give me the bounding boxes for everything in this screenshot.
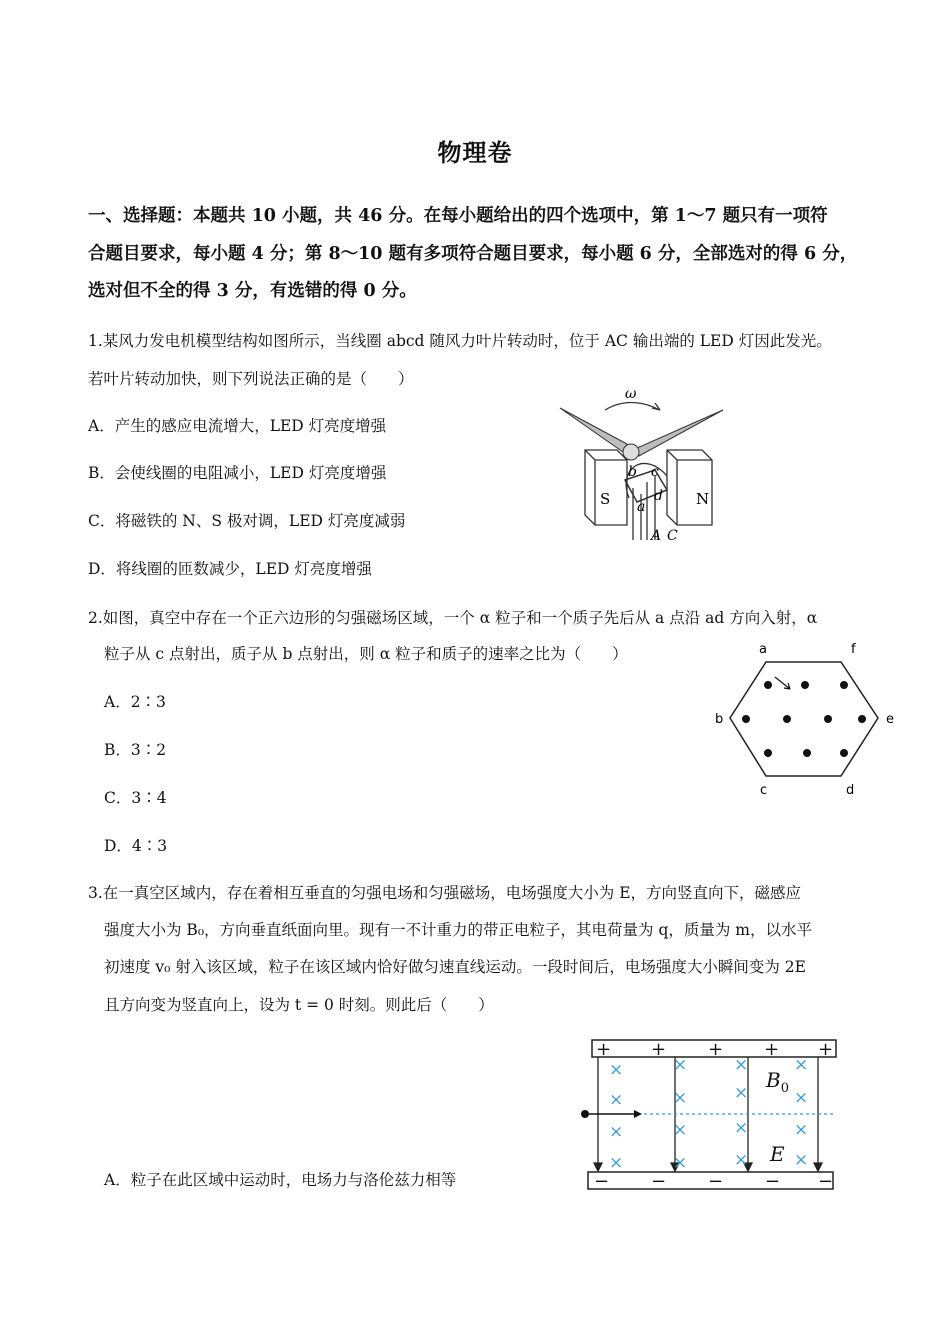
section-line-2: 合题目要求，每小题 4 分；第 8～10 题有多项符合题目要求，每小题 6 分，全部选对的得 6 分， bbox=[88, 244, 858, 264]
charged-particle bbox=[581, 1110, 589, 1118]
minus-sign: − bbox=[651, 1171, 667, 1192]
omega-label: ω bbox=[625, 386, 637, 402]
b-field-cross: × bbox=[609, 1153, 624, 1173]
field-dot bbox=[742, 715, 750, 723]
vertex-d-label: d bbox=[846, 783, 855, 798]
b-field-cross: × bbox=[734, 1055, 749, 1075]
field-dot bbox=[858, 715, 866, 723]
vertex-c-label: c bbox=[760, 783, 768, 798]
vertex-a-label: a bbox=[759, 642, 767, 657]
b-field-cross: × bbox=[609, 1122, 624, 1142]
b-field-cross: × bbox=[609, 1090, 624, 1110]
field-dot bbox=[840, 749, 848, 757]
s-label: S bbox=[600, 490, 611, 508]
q1-option-c: C．将磁铁的 N、S 极对调，LED 灯亮度减弱 bbox=[88, 512, 406, 530]
hexagon-boundary bbox=[730, 662, 878, 776]
q2-stem-line-1: 2.如图，真空中存在一个正六边形的匀强磁场区域，一个 α 粒子和一个质子先后从 a 点沿 ad 方向入射，α bbox=[88, 609, 818, 627]
rotation-arrow bbox=[605, 403, 660, 411]
vertex-b-label: b bbox=[715, 712, 724, 727]
b-field-cross: × bbox=[734, 1083, 749, 1103]
q1-option-a: A．产生的感应电流增大，LED 灯亮度增强 bbox=[88, 417, 387, 435]
q3-stem-line-1: 3.在一真空区域内，存在着相互垂直的匀强电场和匀强磁场，电场强度大小为 E，方向竖直向下，磁感应 bbox=[88, 884, 802, 902]
corner-d-label: d bbox=[654, 488, 663, 504]
b-field-cross: × bbox=[673, 1088, 688, 1108]
vertex-e-label: e bbox=[886, 712, 894, 727]
plus-sign: + bbox=[764, 1039, 780, 1060]
q2-option-c: C．3∶4 bbox=[104, 789, 167, 807]
q3-field-figure bbox=[578, 1035, 840, 1195]
field-dot bbox=[783, 715, 791, 723]
b-field-cross: × bbox=[794, 1120, 809, 1140]
b0-label: $B_0$ bbox=[766, 1068, 789, 1096]
q3-option-a: A．粒子在此区域中运动时，电场力与洛伦兹力相等 bbox=[104, 1171, 457, 1189]
q1-option-b: B．会使线圈的电阻减小，LED 灯亮度增强 bbox=[88, 464, 387, 482]
entry-arrow bbox=[775, 677, 790, 689]
minus-sign: − bbox=[708, 1171, 724, 1192]
blade-left bbox=[560, 408, 627, 452]
plus-sign: + bbox=[818, 1039, 834, 1060]
section-line-1: 一、选择题：本题共 10 小题，共 46 分。在每小题给出的四个选项中，第 1～7 题只有一项符 bbox=[88, 206, 828, 226]
page-title: 物理卷 bbox=[437, 138, 513, 167]
corner-b-label: b bbox=[628, 464, 637, 480]
q2-option-b: B．3∶2 bbox=[104, 741, 167, 759]
q1-stem-line-2: 若叶片转动加快，则下列说法正确的是（ ） bbox=[88, 370, 414, 388]
q1-option-d: D．将线圈的匝数减少，LED 灯亮度增强 bbox=[88, 560, 372, 578]
q2-option-d: D．4∶3 bbox=[104, 837, 168, 855]
field-dot bbox=[824, 715, 832, 723]
q2-stem-line-2: 粒子从 c 点射出，质子从 b 点射出，则 α 粒子和质子的速率之比为（ ） bbox=[104, 645, 628, 663]
field-dot bbox=[764, 749, 772, 757]
b-field-cross: × bbox=[673, 1120, 688, 1140]
q3-stem-line-4: 且方向变为竖直向上，设为 t = 0 时刻。则此后（ ） bbox=[104, 996, 494, 1014]
b-field-cross: × bbox=[609, 1060, 624, 1080]
q3-stem-line-3: 初速度 v₀ 射入该区域，粒子在该区域内恰好做匀速直线运动。一段时间后，电场强度大小瞬间变为 2E bbox=[104, 958, 806, 976]
b-field-cross: × bbox=[794, 1150, 809, 1170]
n-magnet bbox=[667, 450, 712, 525]
b-field-cross: × bbox=[734, 1150, 749, 1170]
terminal-c-label: C bbox=[667, 528, 678, 544]
q3-stem-line-2: 强度大小为 B₀，方向垂直纸面向里。现有一不计重力的带正电粒子，其电荷量为 q，质量为 m，以水平 bbox=[104, 921, 813, 939]
plus-sign: + bbox=[596, 1039, 612, 1060]
corner-a-label: a bbox=[637, 499, 646, 515]
hub bbox=[623, 444, 639, 460]
q2-hexagon-figure bbox=[710, 637, 900, 802]
plus-sign: + bbox=[708, 1039, 724, 1060]
field-dot bbox=[803, 749, 811, 757]
minus-sign: − bbox=[765, 1171, 781, 1192]
minus-sign: − bbox=[594, 1171, 610, 1192]
vertex-f-label: f bbox=[851, 642, 856, 657]
q1-stem-line-1: 1.某风力发电机模型结构如图所示，当线圈 abcd 随风力叶片转动时，位于 AC 输出端的 LED 灯因此发光。 bbox=[88, 332, 832, 350]
section-line-3: 选对但不全的得 3 分，有选错的得 0 分。 bbox=[88, 281, 417, 301]
field-dot bbox=[801, 681, 809, 689]
terminal-a-label: A bbox=[651, 528, 662, 544]
field-dot bbox=[840, 681, 848, 689]
blade-right bbox=[637, 410, 723, 456]
b-field-cross: × bbox=[794, 1088, 809, 1108]
b-field-cross: × bbox=[794, 1055, 809, 1075]
e-label: E bbox=[770, 1142, 785, 1166]
n-label: N bbox=[696, 490, 710, 508]
b-field-cross: × bbox=[734, 1118, 749, 1138]
field-dot bbox=[764, 681, 772, 689]
b-field-cross: × bbox=[673, 1055, 688, 1075]
q2-option-a: A．2∶3 bbox=[104, 693, 166, 711]
plus-sign: + bbox=[651, 1039, 667, 1060]
corner-c-label: c bbox=[651, 464, 659, 480]
minus-sign: − bbox=[818, 1171, 834, 1192]
q1-generator-figure bbox=[555, 380, 730, 550]
b-field-cross: × bbox=[673, 1153, 688, 1173]
s-magnet bbox=[585, 450, 627, 525]
